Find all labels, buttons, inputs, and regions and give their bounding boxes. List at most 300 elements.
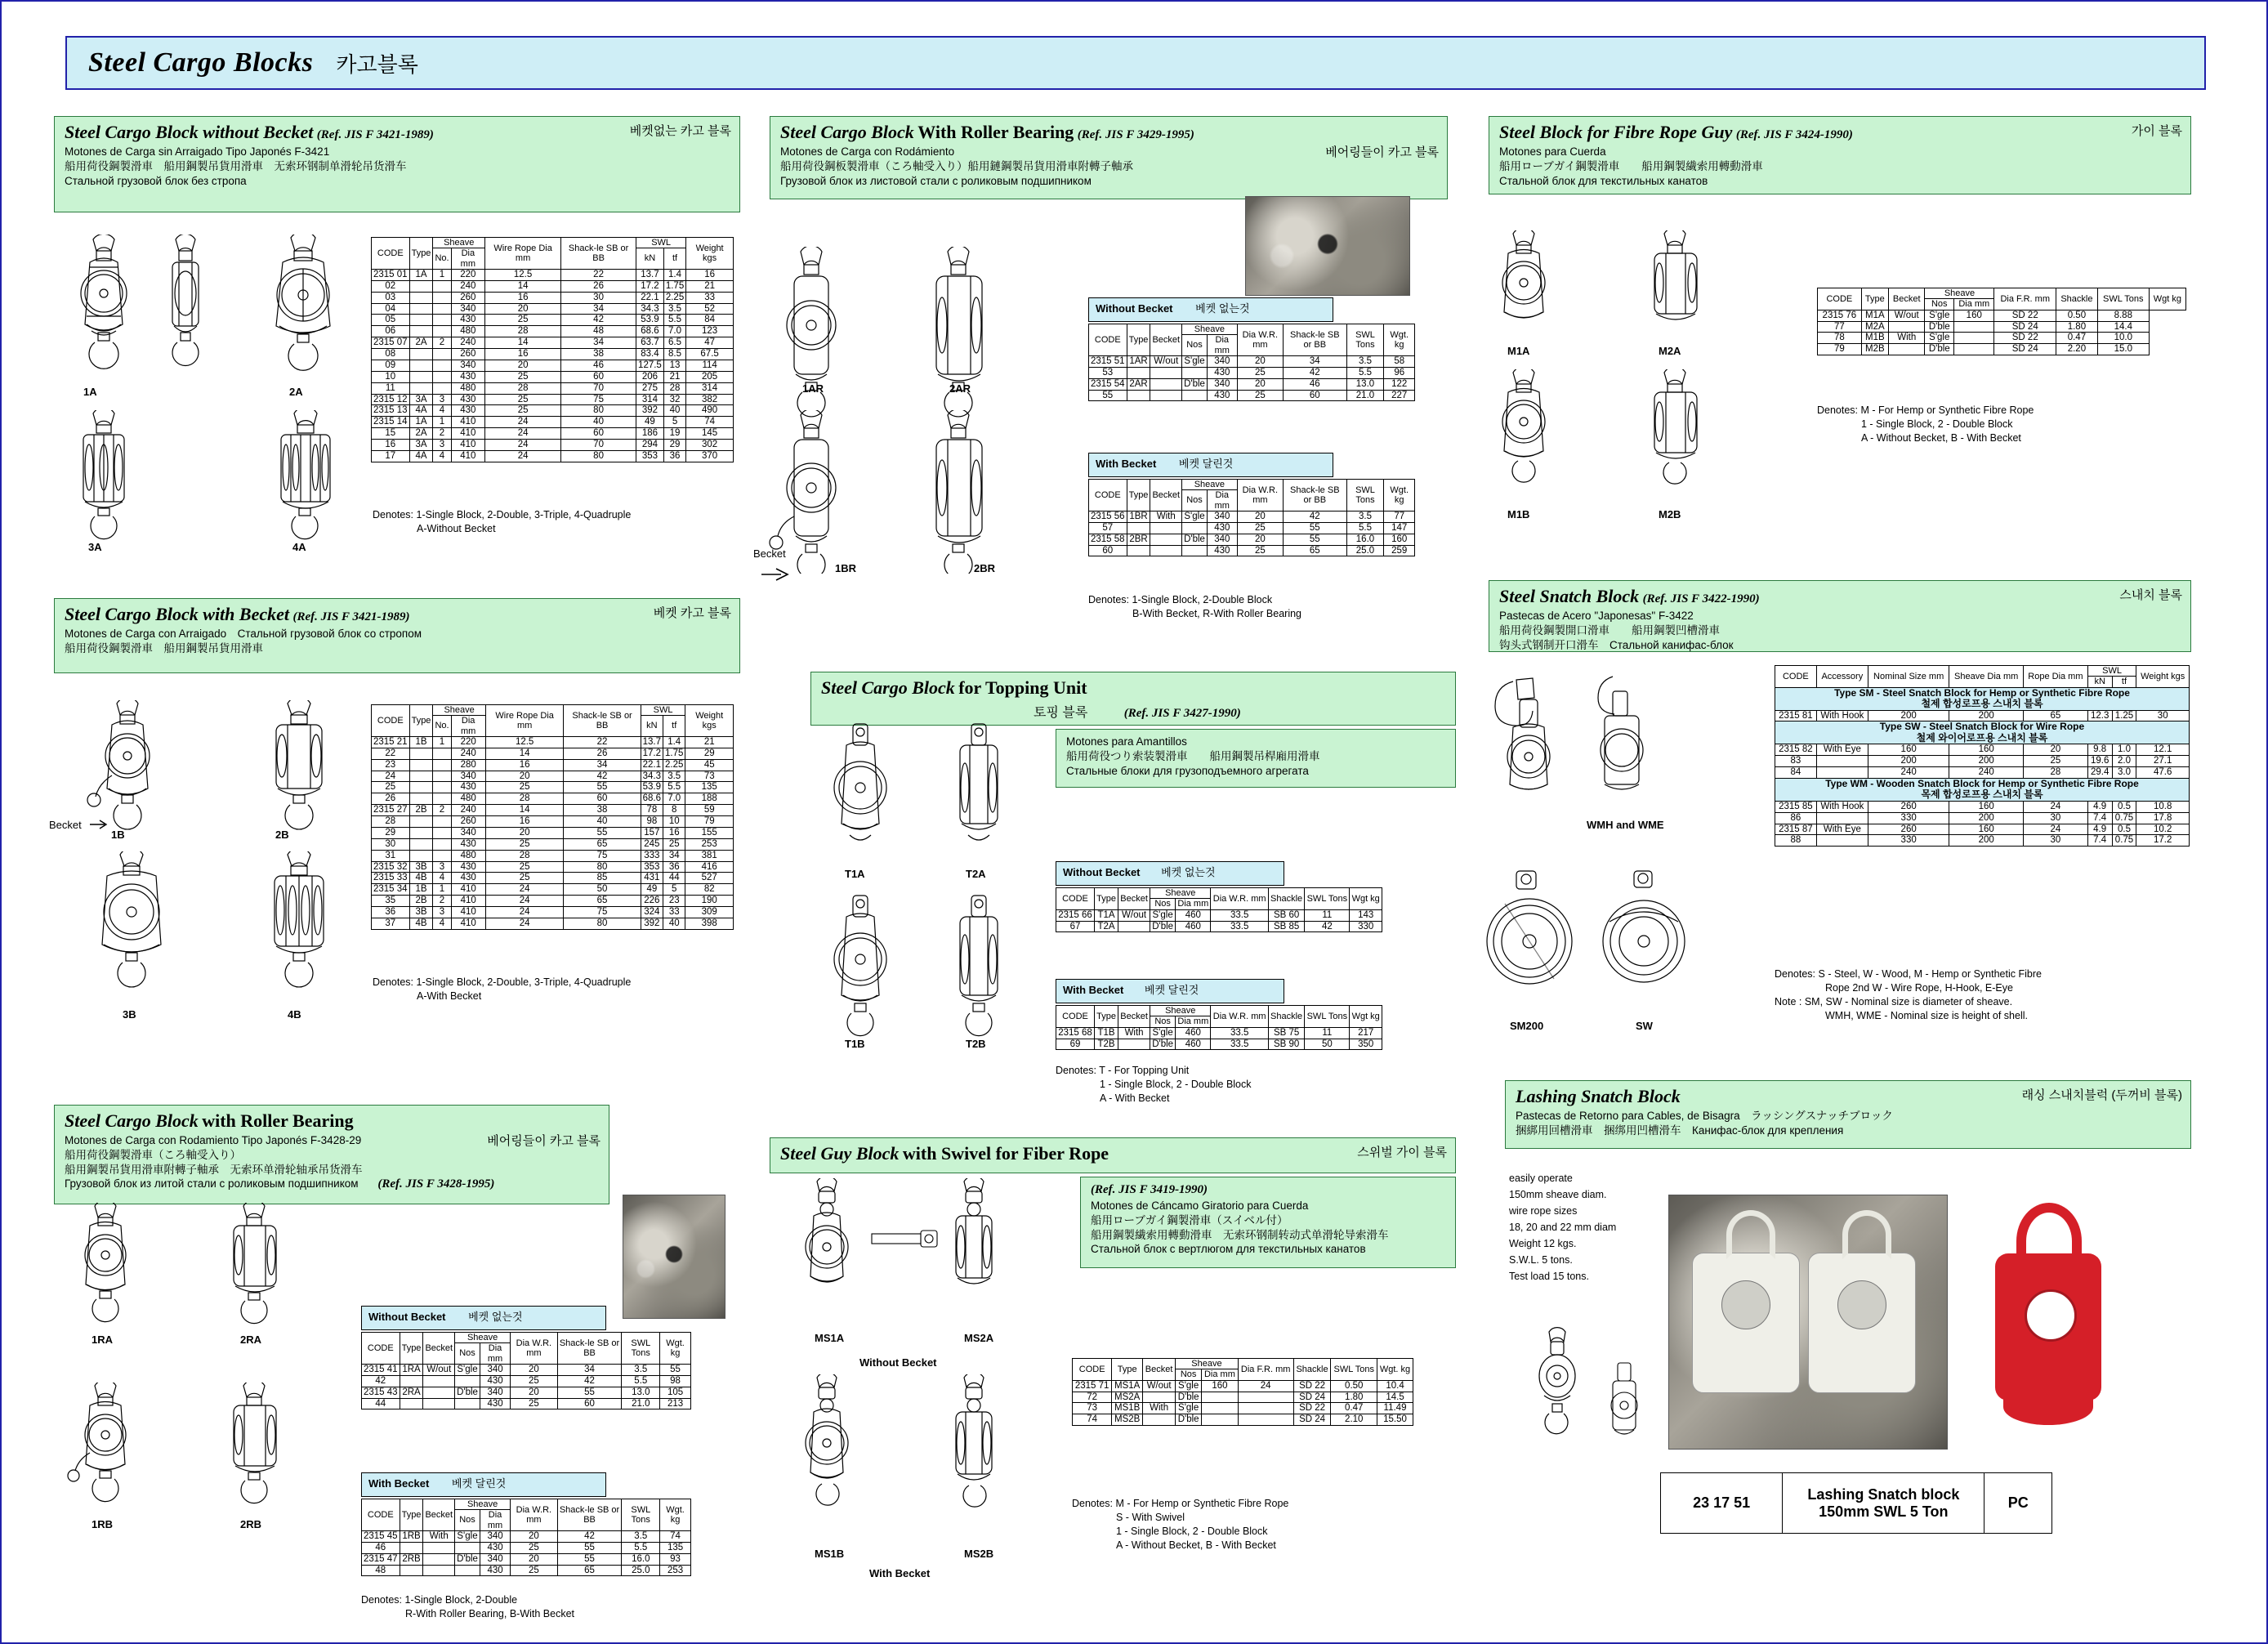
table-cell: 25.0 [622, 1565, 660, 1576]
s9-spec-2: wire rope sizes [1509, 1205, 1578, 1217]
table-cell: 200 [1868, 710, 1949, 721]
table-cell: 24 [485, 440, 561, 451]
s1-denotes-1: A-Without Becket [417, 522, 496, 534]
table-row [372, 303, 734, 315]
table-cell: 60 [561, 371, 636, 382]
table-cell: 80 [561, 405, 636, 417]
table-cell: 123 [686, 326, 734, 337]
table-cell: 2 [433, 428, 451, 440]
table-cell: 340 [480, 1364, 510, 1375]
s5-denotes-2: A - With Becket [1100, 1092, 1170, 1104]
label-t1a: T1A [845, 868, 865, 880]
table-cell: W/out [1118, 909, 1150, 921]
table-cell: 12.5 [485, 736, 564, 748]
table-cell: 72 [1073, 1392, 1112, 1403]
table-cell: 340 [480, 1387, 510, 1398]
table-cell: 2315 32 [372, 861, 410, 873]
table-cell: T1B [1094, 1027, 1118, 1039]
table-cell: 340 [480, 1553, 510, 1565]
table-cell: 25 [485, 782, 564, 793]
table-cell: 135 [685, 782, 734, 793]
table-cell: 20 [1237, 511, 1283, 522]
table-cell: 65 [564, 896, 641, 907]
table-cell: 44 [362, 1398, 400, 1409]
s5-wb-kr: 베켓 달린것 [1144, 984, 1199, 996]
table-cell [409, 349, 433, 360]
table-cell: 3 [433, 907, 451, 918]
th-sheave-nos: Nos [455, 1510, 480, 1531]
table-row [1775, 835, 2190, 847]
table-cell: 340 [451, 771, 485, 782]
section-sub-guy-block [1080, 1177, 1456, 1268]
table-cell: MS2B [1112, 1414, 1143, 1426]
table-cell: 2B [409, 896, 433, 907]
table-cell: 29 [663, 440, 685, 451]
table-cell: 77 [1818, 321, 1862, 333]
th-wgt: Wgt. kg [660, 1333, 691, 1365]
th-sheave-nos: Nos [1182, 335, 1208, 356]
table-row [372, 428, 734, 440]
table-row [372, 759, 734, 771]
table-cell: 160 [1202, 1380, 1239, 1392]
table-cell: M2B [1861, 344, 1888, 355]
table-cell: 340 [1207, 511, 1237, 522]
table-cell: 55 [1284, 522, 1346, 534]
table-cell: 4.9 [2087, 824, 2112, 835]
table-cell: 28 [663, 382, 685, 394]
table-cell: 353 [641, 861, 663, 873]
s1-denotes-0: Denotes: 1-Single Block, 2-Double, 3-Triple, 4-Quadruple [373, 509, 632, 520]
s3-denotes [361, 1593, 704, 1621]
s8-denotes-1: Rope 2nd W - Wire Rope, H-Hook, E-Eye [1825, 981, 2013, 994]
table-row [362, 1530, 691, 1542]
table-cell: SB 60 [1268, 909, 1305, 921]
table-cell: 2315 41 [362, 1364, 400, 1375]
th-sheave-dia: Dia mm [451, 248, 485, 270]
section-title-without-becket [54, 116, 740, 212]
s2-ref: (Ref. JIS F 3421-1989) [292, 610, 410, 623]
table-cell [409, 782, 433, 793]
label-without-becket-s6: Without Becket [859, 1356, 937, 1369]
page-banner [65, 36, 2206, 90]
table-cell: 430 [1207, 522, 1237, 534]
th-type: Type [409, 705, 433, 737]
table-row [372, 793, 734, 805]
table-cell: 3.5 [1346, 511, 1384, 522]
label-3b: 3B [123, 1008, 136, 1021]
table-cell [1816, 767, 1868, 779]
table-cell: 53 [1089, 367, 1127, 378]
s6-denotes-3: A - Without Becket, B - With Becket [1116, 1539, 1276, 1551]
table-cell: 3B [409, 861, 433, 873]
s8-note-0: Note : SM, SW - Nominal size is diameter of sheave. [1775, 995, 2013, 1007]
th-sheave-nos: Nos [1150, 1016, 1176, 1027]
table-cell [1182, 522, 1208, 534]
section-title-fibre-rope-guy [1489, 116, 2191, 194]
th-becket: Becket [423, 1333, 455, 1365]
th-dia-wr: Dia W.R. mm [1211, 888, 1268, 910]
table-row [1775, 710, 2190, 721]
table-cell: With Hook [1816, 710, 1868, 721]
th-swl: SWL [641, 705, 685, 716]
table-cell [409, 280, 433, 292]
table-cell [409, 303, 433, 315]
lashing-code: 23 17 51 [1661, 1473, 1783, 1534]
table-cell: 275 [636, 382, 664, 394]
s3-wb-title: With Becket [368, 1477, 430, 1490]
label-2rb: 2RB [240, 1518, 262, 1530]
table-cell: 74 [1073, 1414, 1112, 1426]
table-cell [409, 360, 433, 371]
th-sheave-dia: Dia mm [451, 716, 485, 737]
th-swl: SWL Tons [1346, 480, 1384, 512]
table-cell: 460 [1176, 909, 1211, 921]
section-title-topping-unit [810, 672, 1456, 726]
table-s8-body [1775, 687, 2190, 847]
th-wire-rope: Wire Rope Dia mm [485, 705, 564, 737]
th-code: CODE [1073, 1359, 1112, 1381]
s7-sub-0: Motones para Cuerda [1499, 145, 1606, 158]
table-cell: 25 [372, 782, 410, 793]
s8-sub-0: Pastecas de Acero "Japonesas" F-3422 [1499, 610, 1694, 622]
table-cell: 314 [636, 394, 664, 405]
table-cell [433, 838, 451, 850]
table-cell: 460 [1176, 1039, 1211, 1050]
photo-lashing-block-red [1959, 1195, 2180, 1448]
table-cell: 49 [636, 417, 664, 428]
th-swl: SWL Tons [1305, 888, 1350, 910]
label-t1b: T1B [845, 1038, 865, 1050]
table-cell: 55 [557, 1553, 622, 1565]
th-type: Type [400, 1333, 423, 1365]
table-cell: 75 [561, 394, 636, 405]
th-swl: SWL Tons [622, 1499, 660, 1531]
table-cell: T2B [1094, 1039, 1118, 1050]
s4-without-becket-header [1088, 297, 1333, 322]
table-cell: 60 [564, 793, 641, 805]
table-cell: 42 [561, 315, 636, 326]
table-cell: S'gle [455, 1530, 480, 1542]
table-cell: With Eye [1816, 824, 1868, 835]
table-cell: 24 [485, 896, 564, 907]
table-cell [1127, 545, 1150, 556]
table-row [372, 918, 734, 929]
table-cell: W/out [423, 1364, 455, 1375]
table-cell: 430 [451, 405, 485, 417]
table-cell: 21.0 [622, 1398, 660, 1409]
table-cell: 67 [1056, 921, 1095, 932]
table-cell: 13 [663, 360, 685, 371]
table-cell: 1.25 [2112, 710, 2136, 721]
table-cell: 17.2 [2136, 835, 2190, 847]
s9-korean: 래싱 스내치블럭 (두꺼비 블록) [2021, 1088, 2182, 1102]
table-cell: 33 [686, 292, 734, 303]
table-cell: 29 [685, 748, 734, 759]
table-group-label: Type WM - Wooden Snatch Block for Hemp or Synthetic Fibre Rope 목제 합성로프용 스내치 블록 [1775, 778, 2190, 801]
label-1ar: 1AR [802, 382, 824, 395]
th-sheave-dia: Dia mm [1176, 899, 1211, 909]
table-cell: 227 [1384, 390, 1415, 401]
photo-lashing-blocks-white [1668, 1195, 1948, 1450]
table-cell: With Hook [1816, 801, 1868, 812]
table-cell: 213 [660, 1398, 691, 1409]
table-cell: 73 [1073, 1403, 1112, 1414]
table-cell: 105 [660, 1387, 691, 1398]
th-sheave: Sheave [455, 1499, 511, 1510]
table-s4-without-becket [1088, 324, 1415, 401]
table-cell [433, 371, 451, 382]
s6-denotes-0: Denotes: M - For Hemp or Synthetic Fibre Rope [1072, 1498, 1289, 1509]
table-cell [1118, 921, 1150, 932]
table-cell: 253 [660, 1565, 691, 1576]
table-row [372, 269, 734, 280]
th-weight: Weight kgs [686, 238, 734, 270]
table-cell: SD 24 [1994, 321, 2056, 333]
s6-ref: (Ref. JIS F 3419-1990) [1091, 1183, 1208, 1196]
s8-denotes [1775, 967, 2190, 1023]
th-type: Type [1094, 1006, 1118, 1028]
label-ms2a: MS2A [964, 1332, 994, 1344]
th-wgt: Wgt. kg [1384, 324, 1415, 356]
table-cell: 16 [485, 759, 564, 771]
s4-with-becket-header [1088, 453, 1333, 477]
table-cell: 48 [561, 326, 636, 337]
drawing-block-1ra [57, 1203, 155, 1334]
table-cell: S'gle [1150, 909, 1176, 921]
table-cell: 127.5 [636, 360, 664, 371]
th-weight: Weight kgs [685, 705, 734, 737]
table-cell: 1 [433, 884, 451, 896]
table-cell: 88 [1775, 835, 1817, 847]
th-rope-dia: Rope Dia mm [2024, 666, 2088, 688]
th-becket: Becket [1118, 1006, 1150, 1028]
table-cell [1816, 756, 1868, 767]
table-row [372, 771, 734, 782]
label-m1b: M1B [1507, 508, 1530, 520]
table-cell: 382 [686, 394, 734, 405]
table-cell: 10.2 [2136, 824, 2190, 835]
th-sheave: Sheave [1182, 324, 1238, 335]
table-cell: 430 [480, 1375, 510, 1387]
table-cell: 160 [1949, 744, 2024, 756]
s6-head: Steel Guy Block [780, 1143, 900, 1164]
table-cell: 20 [511, 1387, 557, 1398]
table-cell: 381 [685, 850, 734, 861]
table-cell: 2315 87 [1775, 824, 1817, 835]
table-cell [409, 793, 433, 805]
table-cell: 430 [451, 838, 485, 850]
table-cell: 60 [1284, 390, 1346, 401]
table-cell: SD 24 [1994, 344, 2056, 355]
s5-sub-2: Стальные блоки для грузоподъемного агрегата [1066, 764, 1309, 777]
th-sheave: Sheave [1176, 1359, 1239, 1369]
table-cell [1202, 1392, 1239, 1403]
becket-arrow-s2 [90, 819, 111, 830]
table-cell: 157 [641, 827, 663, 838]
label-t2a: T2A [966, 868, 986, 880]
th-swl-tf: tf [2112, 677, 2136, 687]
s6-korean: 스위벌 가이 블록 [1357, 1146, 1447, 1159]
s5-wb-title: With Becket [1063, 984, 1124, 996]
table-cell: 25 [485, 861, 564, 873]
label-2ra: 2RA [240, 1334, 262, 1346]
s7-head: Steel Block for Fibre Rope Guy [1499, 122, 1733, 142]
s4-wb-kr: 베켓 달린것 [1178, 458, 1234, 470]
s9-head: Lashing Snatch Block [1516, 1086, 1681, 1106]
table-cell: 17.2 [641, 748, 663, 759]
table-cell: 65 [557, 1565, 622, 1576]
table-cell: 10.4 [1377, 1380, 1413, 1392]
th-sheave: Sheave [1925, 288, 1994, 299]
s3-with-becket-header [361, 1472, 606, 1497]
table-cell: 3A [409, 394, 433, 405]
table-cell: 2BR [1127, 534, 1150, 545]
table-s4-with-becket [1088, 479, 1415, 556]
table-cell: 5.5 [1346, 522, 1384, 534]
table-row [372, 360, 734, 371]
drawing-block-t2b [937, 892, 1027, 1080]
table-cell: 80 [564, 861, 641, 873]
table-cell: 135 [660, 1542, 691, 1553]
table-cell [433, 315, 451, 326]
table-group-header [1775, 778, 2190, 801]
drawing-block-3a [51, 410, 165, 541]
table-cell: 309 [685, 907, 734, 918]
table-cell: 13.0 [622, 1387, 660, 1398]
s4-head2: With Roller Bearing [917, 122, 1074, 142]
table-cell: 19 [663, 428, 685, 440]
table-cell: 430 [451, 861, 485, 873]
table-cell: 2.25 [663, 759, 685, 771]
th-swl: SWL Tons [1346, 324, 1384, 356]
table-row [1818, 333, 2186, 344]
th-swl-kn: kN [641, 716, 663, 737]
label-4b: 4B [288, 1008, 301, 1021]
table-row [372, 326, 734, 337]
th-shackle: Shack-le SB or BB [557, 1333, 622, 1365]
label-1a: 1A [83, 386, 97, 398]
table-s6-body [1073, 1380, 1413, 1426]
s5-sub-0: Motones para Amantillos [1066, 735, 1187, 748]
table-cell: 147 [1384, 522, 1415, 534]
s6-sub-1: 船用ローブガイ鋼製滑車（スイベル付） [1091, 1213, 1288, 1226]
label-becket-s2: Becket [49, 819, 82, 831]
table-row [372, 292, 734, 303]
table-cell: 25 [1237, 545, 1283, 556]
table-cell: 430 [451, 315, 485, 326]
table-row [1073, 1392, 1413, 1403]
drawing-block-ms2b [925, 1374, 1023, 1538]
table-cell: 1RB [400, 1530, 423, 1542]
table-cell: 36 [372, 907, 410, 918]
s9-spec-3: 18, 20 and 22 mm diam [1509, 1222, 1617, 1233]
table-cell: 96 [1384, 367, 1415, 378]
table-cell: 260 [1868, 824, 1949, 835]
table-row [372, 838, 734, 850]
drawing-block-1a-side [145, 235, 234, 377]
label-wmh-wme: WMH and WME [1587, 819, 1664, 831]
table-cell: 2315 81 [1775, 710, 1817, 721]
th-swl: SWL [2087, 666, 2136, 677]
table-row [1818, 310, 2186, 321]
table-cell [409, 371, 433, 382]
th-swl: SWL Tons [1331, 1359, 1377, 1381]
table-cell: 74 [686, 417, 734, 428]
section-title-snatch-block [1489, 580, 2191, 652]
table-cell: 260 [451, 816, 485, 828]
table-s7-fibre-rope-guy [1817, 288, 2186, 355]
drawing-block-2b [247, 700, 353, 839]
table-cell: 8.5 [663, 349, 685, 360]
table-cell: 55 [564, 782, 641, 793]
table-s3-wo-body [362, 1364, 691, 1409]
section-title-lashing-snatch [1505, 1080, 2191, 1149]
s5-korean: 토핑 블록 [1034, 706, 1088, 720]
table-cell: 10.8 [2136, 801, 2190, 812]
table-cell: M1B [1861, 333, 1888, 344]
table-s7-body [1818, 310, 2186, 355]
drawing-block-ms1b [778, 1374, 876, 1538]
table-cell: 24 [485, 417, 561, 428]
table-row [362, 1387, 691, 1398]
table-cell: 340 [451, 827, 485, 838]
s5-with-becket-header [1056, 979, 1284, 1003]
th-code: CODE [1818, 288, 1862, 310]
table-cell: 3 [433, 861, 451, 873]
table-cell: SB 85 [1268, 921, 1305, 932]
s4-head: Steel Cargo Block [780, 122, 914, 142]
label-4a: 4A [292, 541, 306, 553]
table-cell: 398 [685, 918, 734, 929]
table-group-label: Type SM - Steel Snatch Block for Hemp or Synthetic Fibre Rope 철제 합성로프용 스내치 블록 [1775, 687, 2190, 710]
table-cell: 5.5 [1346, 367, 1384, 378]
th-sheave-nos: Nos [1182, 490, 1208, 512]
label-1b: 1B [111, 829, 125, 841]
table-cell [1888, 344, 1925, 355]
drawing-block-m1a [1472, 230, 1578, 361]
th-swl: SWL Tons [2097, 288, 2149, 310]
table-cell: 324 [641, 907, 663, 918]
table-cell [1182, 367, 1208, 378]
table-row [362, 1364, 691, 1375]
table-cell: 11 [372, 382, 410, 394]
drawing-snatch-sw [1595, 868, 1701, 1031]
table-row [1089, 534, 1415, 545]
table-cell: 5.5 [663, 782, 685, 793]
table-cell: 1.80 [2056, 321, 2097, 333]
label-2b: 2B [275, 829, 289, 841]
table-cell: 19.6 [2087, 756, 2112, 767]
table-cell: 314 [686, 382, 734, 394]
s3-sub-2: 船用鋼製吊貨用滑車附轉子軸承 无索环单滑轮轴承吊货滑车 [65, 1163, 363, 1176]
table-row [1089, 378, 1415, 390]
table-cell: S'gle [1182, 511, 1208, 522]
table-cell: 52 [686, 303, 734, 315]
table-cell: With [1118, 1027, 1150, 1039]
table-cell [423, 1553, 455, 1565]
table-cell: 08 [372, 349, 410, 360]
table-cell: 330 [1868, 835, 1949, 847]
drawing-snatch-sm200 [1480, 868, 1587, 1031]
drawing-block-ms1a [778, 1178, 876, 1325]
s9-spec-1: 150mm sheave diam. [1509, 1189, 1607, 1200]
table-row [372, 748, 734, 759]
drawing-block-2rb [206, 1383, 304, 1513]
s2-sub-0: Motones de Carga con Arraigado Стальной грузовой блок со стропом [65, 628, 422, 640]
label-ms1b: MS1B [815, 1548, 845, 1560]
table-cell: 340 [1207, 534, 1237, 545]
table-cell: 11 [1305, 1027, 1350, 1039]
